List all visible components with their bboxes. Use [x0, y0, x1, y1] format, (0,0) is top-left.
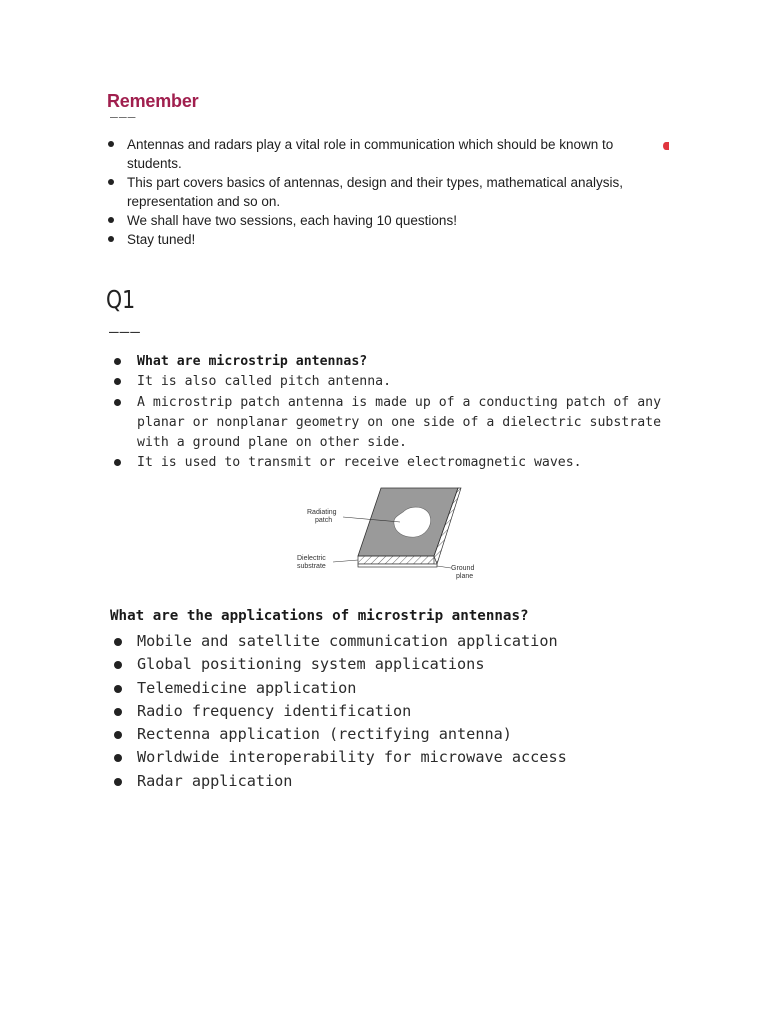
list-item: We shall have two sessions, each having 10 questions!: [105, 211, 645, 230]
label-substrate-line1: Dielectric: [297, 555, 326, 562]
remember-rule: ———: [110, 110, 137, 125]
label-ground-line2: plane: [456, 573, 474, 580]
red-pointer-mark: [663, 142, 669, 150]
list-item: A microstrip patch antenna is made up of a conducting patch of any planar or nonplanar geometry on one side of a dielectric substrate with a ground plane on other side.: [111, 393, 691, 454]
microstrip-antenna-diagram: [295, 484, 480, 584]
leader-line-ground: [437, 566, 451, 568]
list-item: Radio frequency identification: [111, 700, 711, 723]
list-item: What are microstrip antennas?: [111, 352, 691, 372]
applications-heading: What are the applications of microstrip antennas?: [110, 608, 529, 624]
q1-list: [111, 352, 691, 474]
label-ground-line1: Ground: [451, 565, 475, 572]
list-item: This part covers basics of antennas, design and their types, mathematical analysis, representation and so on.: [105, 173, 645, 211]
list-item: Worldwide interoperability for microwave access: [111, 746, 711, 769]
label-patch-line2: patch: [315, 517, 333, 524]
leader-line-substrate: [333, 560, 358, 562]
list-item: Global positioning system applications: [111, 653, 711, 676]
list-item: Radar application: [111, 770, 711, 793]
applications-list: [111, 630, 711, 793]
list-item: Telemedicine application: [111, 677, 711, 700]
list-item: Mobile and satellite communication application: [111, 630, 711, 653]
list-item: Stay tuned!: [105, 230, 645, 249]
q1-rule: ———: [109, 322, 141, 341]
ground-plane: [358, 564, 437, 567]
list-item: Rectenna application (rectifying antenna): [111, 723, 711, 746]
list-item: It is also called pitch antenna.: [111, 372, 691, 392]
remember-list: [105, 135, 645, 249]
list-item: Antennas and radars play a vital role in communication which should be known to students.: [105, 135, 645, 173]
q1-title: Q1: [106, 285, 136, 314]
remember-title: Remember: [107, 91, 199, 111]
substrate-front: [358, 556, 434, 564]
label-patch-line1: Radiating: [307, 509, 337, 516]
label-substrate-line2: substrate: [297, 563, 326, 570]
list-item: It is used to transmit or receive electromagnetic waves.: [111, 453, 691, 473]
